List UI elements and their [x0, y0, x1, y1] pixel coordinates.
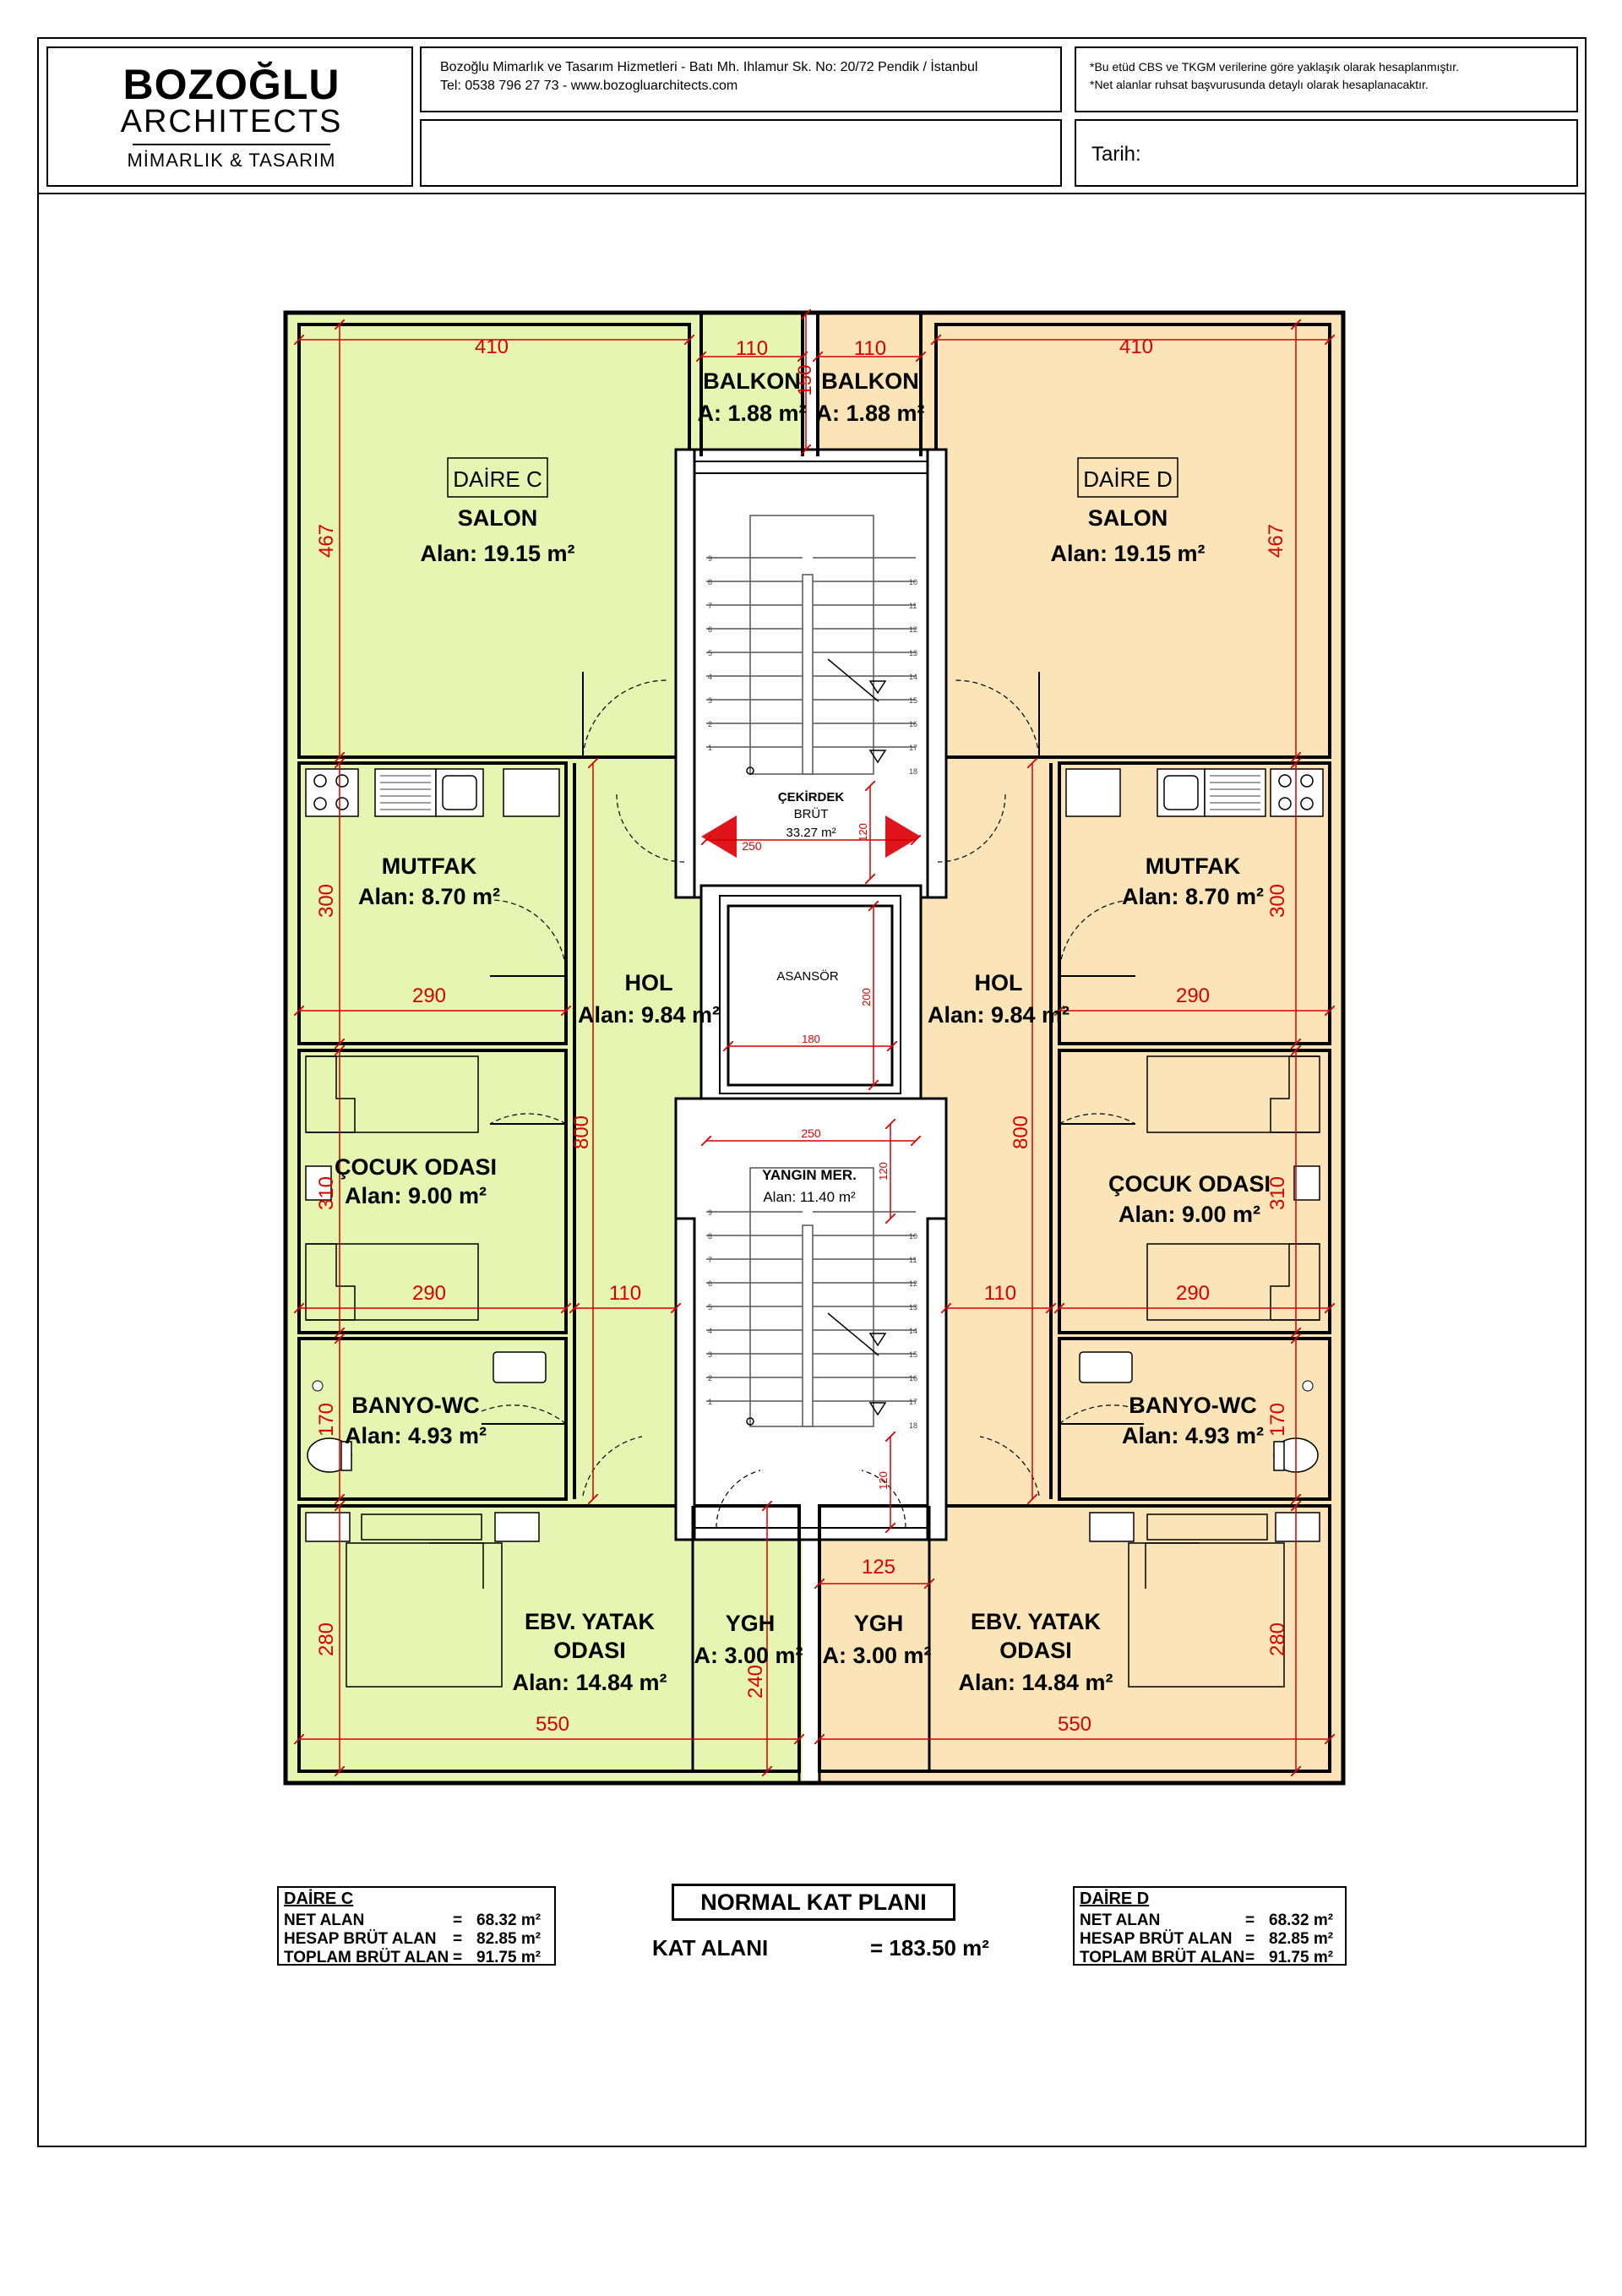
svg-text:800: 800 — [1010, 1115, 1032, 1150]
svg-text:120: 120 — [877, 1162, 890, 1181]
svg-text:4: 4 — [708, 1327, 713, 1335]
kat-alani-value: = 183.50 m² — [870, 1935, 989, 1961]
svg-text:170: 170 — [315, 1402, 338, 1437]
yatak-c-name-1: EBV. YATAK — [524, 1609, 656, 1634]
note-1: *Bu etüd CBS ve TKGM verilerine göre yaklaşık olarak hesaplanmıştır. — [1090, 60, 1460, 74]
svg-text:1: 1 — [708, 744, 713, 752]
plan-title: NORMAL KAT PLANI — [672, 1884, 955, 1921]
svg-text:410: 410 — [474, 335, 509, 358]
svg-text:16: 16 — [909, 1374, 918, 1383]
balkon-c-name: BALKON — [703, 368, 801, 394]
svg-text:467: 467 — [1265, 523, 1287, 559]
svg-text:110: 110 — [983, 1282, 1017, 1305]
svg-text:15: 15 — [909, 1350, 918, 1359]
svg-text:1: 1 — [708, 1398, 713, 1406]
svg-text:310: 310 — [1266, 1175, 1289, 1211]
svg-text:290: 290 — [1175, 984, 1211, 1007]
cocuk-c-name: ÇOCUK ODASI — [334, 1154, 498, 1180]
banyo-c-area: Alan: 4.93 m² — [344, 1423, 487, 1448]
kitchen-counter-c — [306, 769, 559, 816]
yangin-name: YANGIN MER. — [762, 1167, 857, 1183]
svg-text:18: 18 — [909, 1421, 918, 1430]
salon-c-area: Alan: 19.15 m² — [420, 541, 575, 566]
svg-text:6: 6 — [708, 625, 713, 634]
daire-d-heading: DAİRE D — [1080, 1890, 1150, 1908]
kat-alani-label: KAT ALANI — [652, 1935, 769, 1961]
logo-line-1: BOZOĞLU — [122, 61, 340, 108]
svg-text:4: 4 — [708, 673, 713, 681]
svg-text:125: 125 — [861, 1556, 896, 1579]
mutfak-d-name: MUTFAK — [1145, 854, 1241, 879]
mutfak-c-name: MUTFAK — [381, 854, 477, 879]
svg-text:12: 12 — [909, 1279, 918, 1288]
svg-text:8: 8 — [708, 578, 713, 586]
cekirdek-name-1: ÇEKİRDEK — [777, 790, 845, 804]
svg-text:280: 280 — [1266, 1622, 1289, 1657]
salon-c-name: SALON — [457, 505, 538, 531]
svg-text:12: 12 — [909, 625, 918, 634]
ygh-d-area: A: 3.00 m² — [822, 1643, 932, 1668]
company-address: Bozoğlu Mimarlık ve Tasarım Hizmetleri - Batı Mh. Ihlamur Sk. No: 20/72 Pendik / İstanbul — [440, 60, 978, 74]
svg-text:300: 300 — [1266, 883, 1289, 919]
hol-c-name: HOL — [624, 970, 673, 995]
svg-text:11: 11 — [909, 602, 917, 610]
svg-text:290: 290 — [411, 1282, 447, 1305]
svg-text:200: 200 — [860, 988, 873, 1006]
svg-text:110: 110 — [735, 337, 769, 360]
svg-text:14: 14 — [909, 1327, 918, 1335]
svg-text:250: 250 — [801, 1126, 821, 1140]
yatak-c-name-2: ODASI — [553, 1638, 626, 1663]
svg-text:8: 8 — [708, 1232, 713, 1241]
svg-text:2: 2 — [708, 1374, 713, 1383]
unit-c-label: DAİRE C — [453, 466, 542, 492]
banyo-c-name: BANYO-WC — [351, 1393, 480, 1418]
svg-text:170: 170 — [1266, 1402, 1289, 1437]
svg-text:110: 110 — [608, 1282, 642, 1305]
logo-line-2: ARCHITECTS — [120, 104, 343, 139]
svg-text:5: 5 — [708, 649, 713, 657]
svg-text:150: 150 — [794, 364, 815, 396]
ygh-d-name: YGH — [853, 1611, 904, 1636]
svg-text:18: 18 — [909, 767, 918, 776]
svg-text:10: 10 — [909, 1232, 918, 1241]
svg-text:2: 2 — [708, 720, 713, 728]
svg-text:290: 290 — [1175, 1282, 1211, 1305]
unit-d-label: DAİRE D — [1083, 466, 1173, 492]
svg-text:16: 16 — [909, 720, 918, 728]
balkon-d-name: BALKON — [821, 368, 919, 394]
yatak-d-name-2: ODASI — [999, 1638, 1072, 1663]
svg-text:9: 9 — [708, 554, 713, 563]
svg-text:250: 250 — [742, 839, 762, 853]
svg-text:6: 6 — [708, 1279, 713, 1288]
svg-text:800: 800 — [570, 1115, 593, 1150]
cocuk-c-area: Alan: 9.00 m² — [344, 1183, 487, 1208]
svg-text:110: 110 — [853, 337, 887, 360]
ygh-c-area: A: 3.00 m² — [694, 1643, 803, 1668]
yatak-d-name-1: EBV. YATAK — [970, 1609, 1102, 1634]
svg-text:15: 15 — [909, 696, 918, 705]
hol-d-area: Alan: 9.84 m² — [927, 1002, 1070, 1028]
yatak-c-area: Alan: 14.84 m² — [512, 1670, 667, 1695]
svg-text:10: 10 — [909, 578, 918, 586]
svg-text:13: 13 — [909, 649, 918, 657]
yatak-d-area: Alan: 14.84 m² — [958, 1670, 1113, 1695]
svg-text:7: 7 — [708, 602, 713, 610]
svg-text:17: 17 — [909, 1398, 918, 1406]
balkon-c-area: A: 1.88 m² — [697, 401, 807, 426]
svg-text:240: 240 — [744, 1664, 767, 1699]
date-label: Tarih: — [1091, 143, 1141, 166]
salon-d-name: SALON — [1087, 505, 1168, 531]
company-contact: Tel: 0538 796 27 73 - www.bozogluarchitects.com — [440, 79, 738, 93]
svg-text:467: 467 — [315, 523, 338, 559]
svg-text:5: 5 — [708, 1303, 713, 1312]
mutfak-d-area: Alan: 8.70 m² — [1121, 884, 1265, 909]
svg-text:17: 17 — [909, 744, 918, 752]
balkon-d-area: A: 1.88 m² — [815, 401, 925, 426]
cekirdek-area: 33.27 m² — [786, 826, 836, 840]
svg-text:7: 7 — [708, 1256, 713, 1264]
cekirdek-name-2: BRÜT — [793, 807, 829, 821]
svg-text:14: 14 — [909, 673, 918, 681]
svg-text:9: 9 — [708, 1208, 713, 1217]
svg-text:13: 13 — [909, 1303, 918, 1312]
svg-text:550: 550 — [1057, 1713, 1092, 1736]
svg-text:290: 290 — [411, 984, 447, 1007]
svg-text:550: 550 — [535, 1713, 570, 1736]
svg-text:120: 120 — [857, 823, 869, 842]
ygh-c-name: YGH — [725, 1611, 776, 1636]
svg-text:310: 310 — [315, 1175, 338, 1211]
daire-c-heading: DAİRE C — [284, 1890, 354, 1908]
svg-text:3: 3 — [708, 696, 713, 705]
svg-text:120: 120 — [877, 1471, 890, 1490]
cocuk-d-area: Alan: 9.00 m² — [1118, 1202, 1261, 1227]
svg-text:11: 11 — [909, 1256, 917, 1264]
yangin-area: Alan: 11.40 m² — [763, 1189, 856, 1205]
svg-text:410: 410 — [1119, 335, 1154, 358]
asansor-name: ASANSÖR — [776, 969, 839, 984]
svg-text:300: 300 — [315, 883, 338, 919]
cocuk-d-name: ÇOCUK ODASI — [1108, 1171, 1271, 1197]
daire-d-summary: DAİRE D NET ALAN = 68.32 m² HESAP BRÜT ALAN = 82.85 m² TOPLAM BRÜT ALAN = 91.75 m² — [1073, 1886, 1347, 1966]
note-2: *Net alanlar ruhsat başvurusunda detaylı olarak hesaplanacaktır. — [1090, 78, 1429, 91]
mutfak-c-area: Alan: 8.70 m² — [357, 884, 501, 909]
svg-text:180: 180 — [802, 1033, 820, 1045]
banyo-d-area: Alan: 4.93 m² — [1121, 1423, 1265, 1448]
daire-c-summary: DAİRE C NET ALAN = 68.32 m² HESAP BRÜT ALAN = 82.85 m² TOPLAM BRÜT ALAN = 91.75 m² — [277, 1886, 556, 1966]
kitchen-counter-d — [1066, 769, 1323, 816]
banyo-d-name: BANYO-WC — [1129, 1393, 1257, 1418]
svg-text:3: 3 — [708, 1350, 713, 1359]
hol-d-name: HOL — [974, 970, 1023, 995]
logo-line-3: MİMARLIK & TASARIM — [127, 150, 336, 171]
salon-d-area: Alan: 19.15 m² — [1050, 541, 1206, 566]
hol-c-area: Alan: 9.84 m² — [577, 1002, 721, 1028]
svg-text:280: 280 — [315, 1622, 338, 1657]
